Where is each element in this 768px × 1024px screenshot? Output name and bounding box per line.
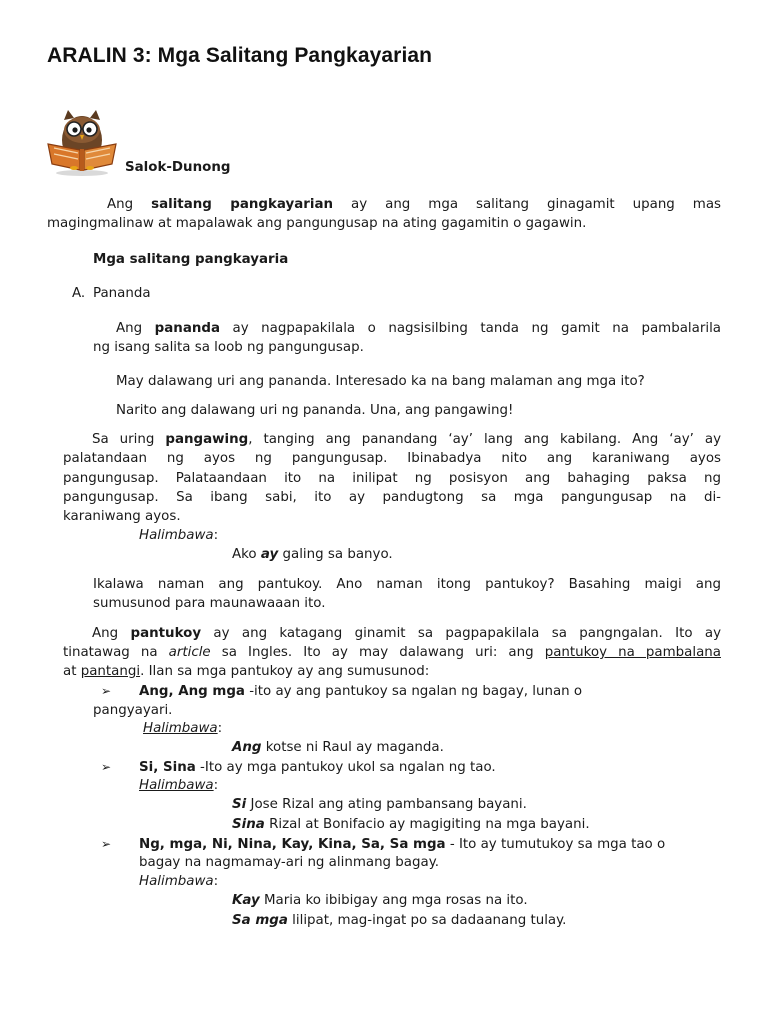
ikalawa-line-1: Ikalawa naman ang pantukoy. Ano naman itong pantukoy? Basahing maigi ang: [93, 577, 721, 592]
halimbawa-label: Halimbawa:: [139, 874, 219, 889]
salok-dunong-heading: Salok-Dunong: [125, 160, 231, 175]
example-kay: Kay Maria ko ibibigay ang mga rosas na ito.: [232, 893, 528, 908]
owl-reading-icon: [44, 108, 120, 176]
term-salitang-pangkayarian: salitang pangkayarian: [151, 197, 334, 212]
intro-line-1: Ang salitang pangkayarian ay ang mga salitang ginagamit upang mas: [107, 197, 722, 212]
term-pantangi: pantangi: [80, 664, 141, 679]
dalawang-uri-text: May dalawang uri ang pananda. Interesado ka na bang malaman ang mga ito?: [116, 374, 645, 389]
section-heading: Mga salitang pangkayaria: [93, 252, 289, 267]
example-sina: Sina Rizal at Bonifacio ay magigiting na mga bayani.: [232, 817, 590, 832]
arrow-bullet-icon: ➢: [101, 684, 112, 698]
pantukoy-line-2: tinatawag na article sa Ingles. Ito ay may dalawang uri: ang pantukoy na pambalana: [63, 645, 721, 660]
intro-line-2: magingmalinaw at mapalawak ang pangungusap na ating gagamitin o gagawin.: [47, 216, 587, 231]
term-pantukoy-na-pambalana: pantukoy na pambalana: [544, 645, 721, 660]
arrow-bullet-icon: ➢: [101, 837, 112, 851]
pangawing-line-3: pangungusap. Palataandaan ito na inilipat ng posisyon ang bahaging paksa ng: [63, 471, 721, 486]
halimbawa-label: Halimbawa:: [139, 778, 219, 793]
pantukoy-line-3: at pantangi. Ilan sa mga pantukoy ay ang sumusunod:: [63, 664, 430, 679]
bullet-2-line-1: Si, Sina -Ito ay mga pantukoy ukol sa ngalan ng tao.: [139, 760, 496, 775]
example-sa-mga: Sa mga lilipat, mag-ingat po sa dadaanang tulay.: [232, 913, 567, 928]
halimbawa-label: Halimbawa:: [139, 528, 219, 543]
example-si: Si Jose Rizal ang ating pambansang bayani.: [232, 797, 527, 812]
pangawing-line-4: pangungusap. Sa ibang sabi, ito ay pandugtong sa mga pangungusap na di-: [63, 490, 721, 505]
page-title: ARALIN 3: Mga Salitang Pangkayarian: [47, 44, 433, 67]
example-ang: Ang kotse ni Raul ay maganda.: [232, 740, 444, 755]
pangawing-line-1: Sa uring pangawing, tanging ang panandang ‘ay’ lang ang kabilang. Ang ‘ay’ ay: [92, 432, 721, 447]
example-ay: Ako ay galing sa banyo.: [232, 547, 393, 562]
ikalawa-line-2: sumusunod para maunawaaan ito.: [93, 596, 326, 611]
bullet-3-line-1: Ng, mga, Ni, Nina, Kay, Kina, Sa, Sa mga - Ito ay tumutukoy sa mga tao o: [139, 837, 666, 852]
term-pantukoy: pantukoy: [130, 626, 202, 641]
narito-text: Narito ang dalawang uri ng pananda. Una, ang pangawing!: [116, 403, 514, 418]
section-a-label: Pananda: [93, 286, 151, 301]
bullet-1-line-2: pangyayari.: [93, 703, 173, 718]
bullet-1-line-1: Ang, Ang mga -ito ay ang pantukoy sa ngalan ng bagay, lunan o: [139, 684, 583, 699]
pangawing-line-5: karaniwang ayos.: [63, 509, 181, 524]
halimbawa-label: Halimbawa:: [143, 721, 223, 736]
pangawing-line-2: palatandaan ng ayos ng pangungusap. Ibinabadya nito ang karaniwang ayos: [63, 451, 721, 466]
term-pananda: pananda: [154, 321, 221, 336]
section-a-letter: A.: [72, 286, 86, 301]
term-pangawing: pangawing: [165, 432, 249, 447]
arrow-bullet-icon: ➢: [101, 760, 112, 774]
bullet-3-line-2: bagay na nagmamay-ari ng alinmang bagay.: [139, 855, 439, 870]
pananda-line-2: ng isang salita sa loob ng pangungusap.: [93, 340, 364, 355]
pantukoy-line-1: Ang pantukoy ay ang katagang ginamit sa pagpapakilala sa pangngalan. Ito ay: [92, 626, 722, 641]
pananda-line-1: Ang pananda ay nagpapakilala o nagsisilbing tanda ng gamit na pambalarila: [116, 321, 721, 336]
